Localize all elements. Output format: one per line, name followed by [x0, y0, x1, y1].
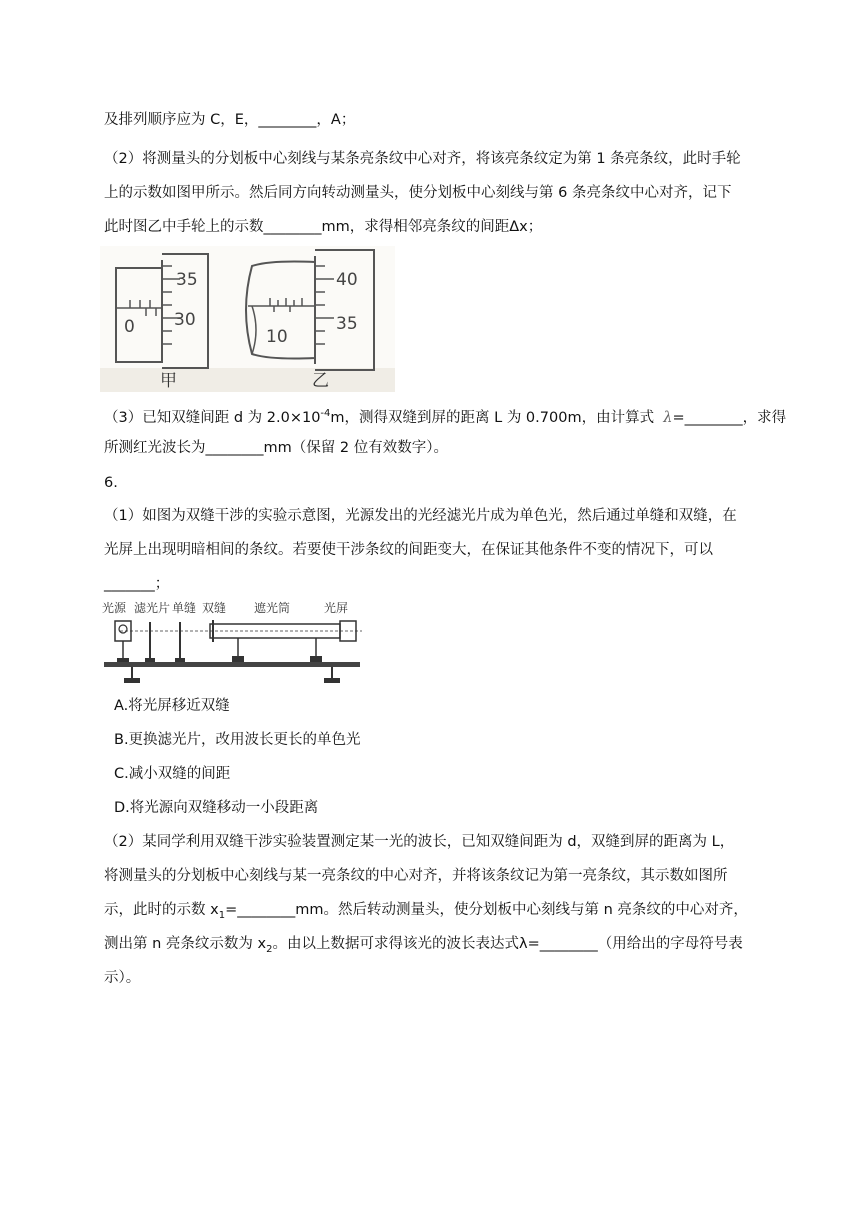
text-line: 此时图乙中手轮上的示数________mm，求得相邻亮条纹的间距Δx； — [104, 219, 543, 235]
text-fragment: m，测得双缝到屏的距离 L 为 0.700m，由计算式 — [330, 409, 655, 426]
text-fragment: 。由以上数据可求得该光的波长表达式λ=________（用给出的字母符号表 — [272, 936, 743, 952]
text-fragment: =________，求得 — [672, 409, 787, 426]
text-line: （2）某同学利用双缝干涉实验装置测定某一光的波长，已知双缝间距为 d，双缝到屏的距离为 L， — [104, 834, 735, 850]
label-screen: 光屏 — [324, 601, 349, 615]
text-line: 将测量头的分划板中心刻线与某一亮条纹的中心对齐，并将该条纹记为第一亮条纹，其示数如图所 — [104, 868, 728, 884]
label-tube: 遮光筒 — [254, 601, 291, 615]
text-line — [104, 934, 743, 960]
tick-label: 35 — [336, 314, 358, 334]
text-line: _______； — [104, 576, 170, 592]
text-line: 所测红光波长为________mm（保留 2 位有效数字）。 — [104, 440, 448, 456]
option-c: C.减小双缝的间距 — [114, 766, 231, 782]
question-number: 6. — [104, 475, 118, 491]
micrometer-figure — [100, 246, 395, 392]
text-fragment: 测出第 n 亮条纹示数为 x — [104, 936, 267, 952]
text-line — [104, 404, 786, 428]
text-line: 上的示数如图甲所示。然后同方向转动测量头，使分划板中心刻线与第 6 条亮条纹中心对齐，记下 — [104, 185, 732, 201]
tick-label: 40 — [336, 270, 358, 290]
tick-label: 0 — [124, 317, 135, 337]
exponent: -4 — [320, 408, 331, 419]
text-line: （2）将测量头的分划板中心刻线与某条亮条纹中心对齐，将该亮条纹定为第 1 条亮条纹，此时手轮 — [104, 151, 741, 167]
text-line — [104, 900, 748, 926]
text-fragment: 示，此时的示数 x — [104, 902, 219, 918]
text-fragment: =________mm。然后转动测量头，使分划板中心刻线与第 n 亮条纹的中心对齐， — [225, 902, 748, 918]
label-double-slit: 双缝 — [202, 601, 227, 615]
text-fragment: （3）已知双缝间距 d 为 2.0×10 — [104, 409, 321, 426]
apparatus-figure — [100, 598, 368, 690]
tick-label: 35 — [176, 270, 198, 290]
tick-label: 30 — [174, 310, 196, 330]
option-b: B.更换滤光片，改用波长更长的单色光 — [114, 732, 361, 748]
lambda-symbol: λ — [663, 409, 673, 426]
figure-label: 乙 — [312, 371, 329, 391]
label-filter: 滤光片 — [134, 601, 171, 615]
text-line: 示）。 — [104, 970, 141, 986]
label-single-slit: 单缝 — [172, 601, 197, 615]
subscript: 1 — [218, 909, 226, 921]
subscript: 2 — [266, 943, 273, 955]
option-a: A.将光屏移近双缝 — [114, 698, 230, 714]
text-line: 及排列顺序应为 C，E，________，A； — [104, 112, 356, 128]
option-d: D.将光源向双缝移动一小段距离 — [114, 800, 319, 816]
tick-label: 10 — [266, 327, 288, 347]
text-line: （1）如图为双缝干涉的实验示意图，光源发出的光经滤光片成为单色光，然后通过单缝和双缝，在 — [104, 508, 737, 524]
label-light-source: 光源 — [102, 601, 127, 615]
text-line: 光屏上出现明暗相间的条纹。若要使干涉条纹的间距变大，在保证其他条件不变的情况下，可以 — [104, 542, 713, 558]
figure-label: 甲 — [160, 371, 177, 391]
